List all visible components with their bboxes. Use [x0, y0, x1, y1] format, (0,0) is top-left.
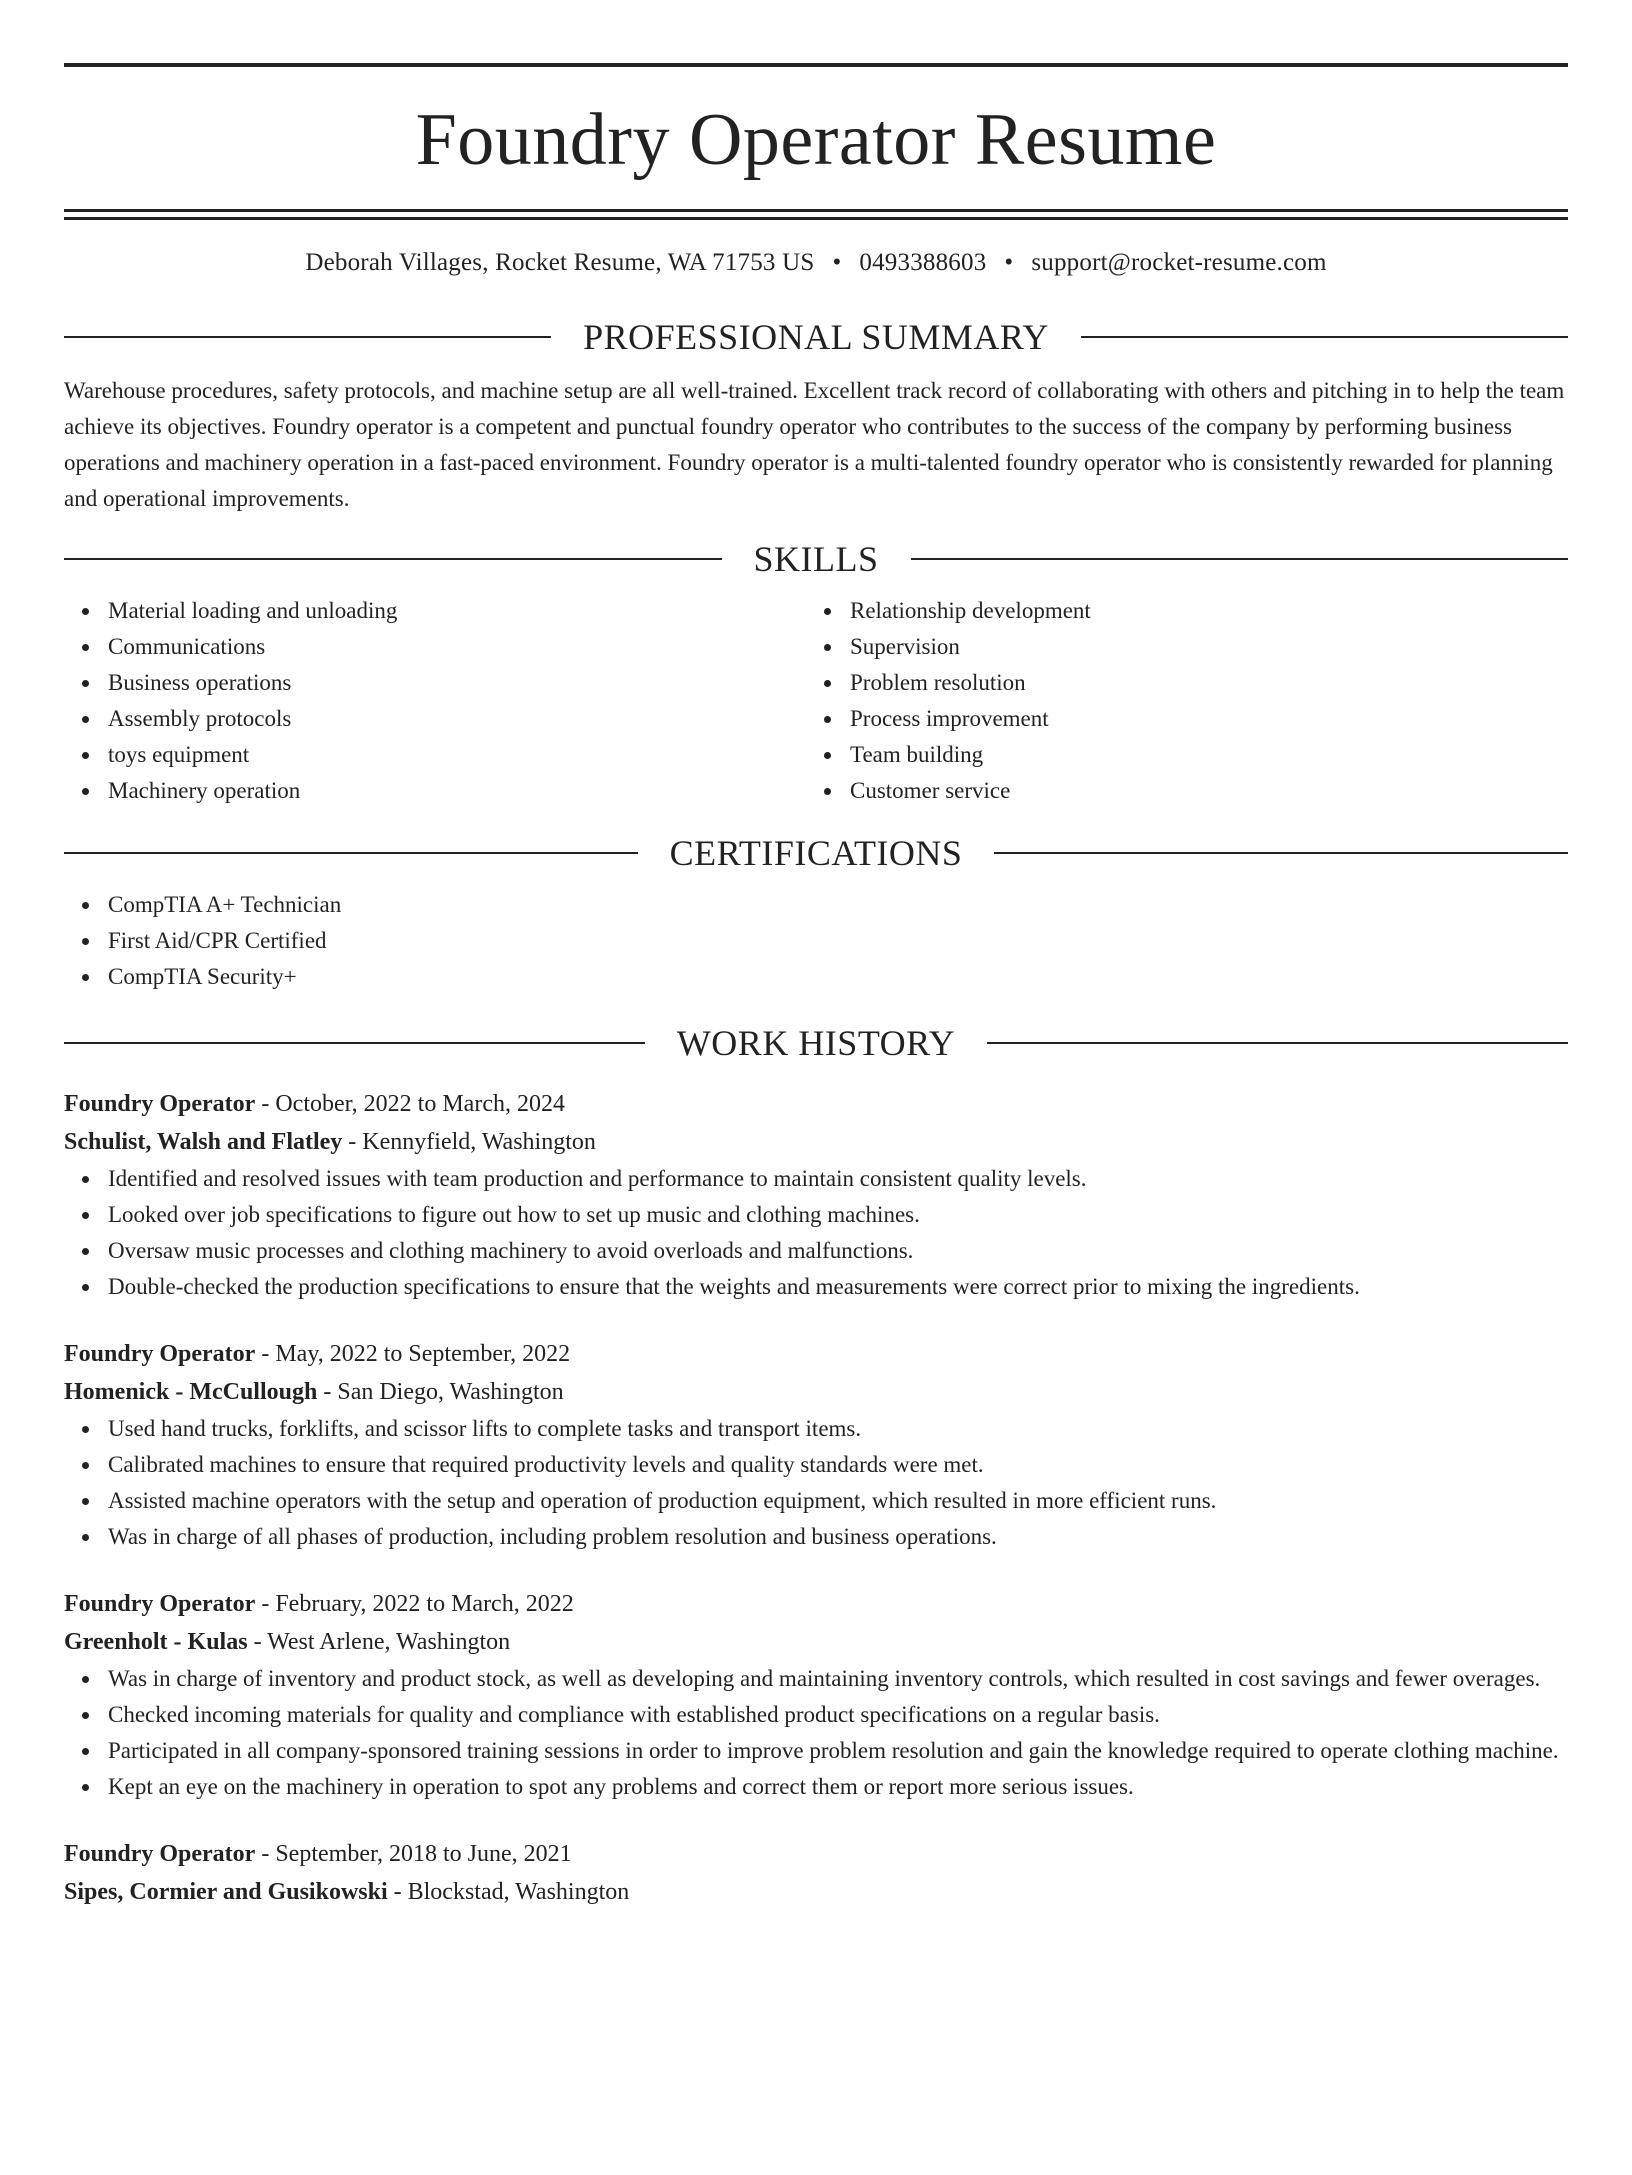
job-company: Schulist, Walsh and Flatley	[64, 1129, 343, 1155]
job-bullet: Participated in all company-sponsored training sessions in order to improve problem resolution and gain the knowledge required to operate clothing machine.	[108, 1733, 1568, 1769]
job-company-line: Greenholt - Kulas - West Arlene, Washington	[64, 1629, 511, 1655]
skills-list-left	[64, 593, 806, 809]
section-rule	[64, 852, 638, 854]
job-dates: October, 2022 to March, 2024	[275, 1091, 565, 1117]
certifications-section-header	[64, 835, 1568, 871]
summary-section-header	[64, 319, 1568, 355]
skill-item: Material loading and unloading	[108, 593, 806, 629]
contact-email: support@rocket-resume.com	[1031, 249, 1327, 276]
job-company-line: Sipes, Cormier and Gusikowski - Blockstad, Washington	[64, 1879, 630, 1905]
contact-address: Deborah Villages, Rocket Resume, WA 71753 US	[305, 249, 815, 276]
work-heading: WORK HISTORY	[676, 1023, 956, 1063]
work-history-list	[64, 1085, 1568, 1911]
job-bullet: Double-checked the production specifications to ensure that the weights and measurements were correct prior to mixing the ingredients.	[108, 1269, 1568, 1305]
job-bullet: Assisted machine operators with the setup and operation of production equipment, which resulted in more efficient runs.	[108, 1483, 1568, 1519]
skill-item: Communications	[108, 629, 806, 665]
job-title-line: Foundry Operator - February, 2022 to March, 2022	[64, 1591, 574, 1617]
job-entry	[64, 1085, 1568, 1305]
certification-item: CompTIA Security+	[108, 959, 1568, 995]
skill-item: Process improvement	[850, 701, 1568, 737]
certification-item: CompTIA A+ Technician	[108, 887, 1568, 923]
skill-item: Relationship development	[850, 593, 1568, 629]
section-rule	[64, 336, 551, 338]
job-bullet: Was in charge of inventory and product stock, as well as developing and maintaining inventory controls, which resulted in cost savings and fewer overages.	[108, 1661, 1568, 1697]
job-company: Homenick - McCullough	[64, 1379, 318, 1405]
skill-item: Assembly protocols	[108, 701, 806, 737]
job-title-line: Foundry Operator - September, 2018 to June, 2021	[64, 1841, 572, 1867]
job-bullet: Looked over job specifications to figure out how to set up music and clothing machines.	[108, 1197, 1568, 1233]
skills-heading: SKILLS	[753, 539, 879, 579]
title-double-rule	[64, 209, 1568, 220]
job-bullet: Oversaw music processes and clothing machinery to avoid overloads and malfunctions.	[108, 1233, 1568, 1269]
job-location: Kennyfield, Washington	[362, 1129, 596, 1155]
top-rule	[64, 63, 1568, 67]
summary-heading: PROFESSIONAL SUMMARY	[583, 317, 1049, 357]
job-company-line: Schulist, Walsh and Flatley - Kennyfield, Washington	[64, 1129, 596, 1155]
job-bullets	[64, 1161, 1568, 1305]
job-entry	[64, 1335, 1568, 1555]
certifications-heading: CERTIFICATIONS	[669, 833, 963, 873]
job-company: Greenholt - Kulas	[64, 1629, 248, 1655]
skill-item: toys equipment	[108, 737, 806, 773]
job-location: West Arlene, Washington	[267, 1629, 511, 1655]
skill-item: Machinery operation	[108, 773, 806, 809]
certification-item: First Aid/CPR Certified	[108, 923, 1568, 959]
skills-section-header	[64, 541, 1568, 577]
contact-separator: •	[832, 249, 842, 276]
job-bullets	[64, 1661, 1568, 1805]
job-bullet: Calibrated machines to ensure that required productivity levels and quality standards were met.	[108, 1447, 1568, 1483]
section-rule	[64, 1042, 645, 1044]
section-rule	[994, 852, 1568, 854]
job-title: Foundry Operator	[64, 1841, 256, 1867]
job-title-line: Foundry Operator - October, 2022 to March, 2024	[64, 1091, 565, 1117]
job-dates: February, 2022 to March, 2022	[275, 1591, 574, 1617]
job-company: Sipes, Cormier and Gusikowski	[64, 1879, 388, 1905]
job-bullet: Was in charge of all phases of production, including problem resolution and business operations.	[108, 1519, 1568, 1555]
job-entry	[64, 1585, 1568, 1805]
certifications-list	[64, 887, 1568, 995]
section-rule	[1081, 336, 1568, 338]
job-title: Foundry Operator	[64, 1091, 256, 1117]
section-rule	[911, 558, 1569, 560]
job-bullet: Used hand trucks, forklifts, and scissor lifts to complete tasks and transport items.	[108, 1411, 1568, 1447]
job-title: Foundry Operator	[64, 1591, 256, 1617]
job-bullets	[64, 1411, 1568, 1555]
job-title: Foundry Operator	[64, 1341, 256, 1367]
skill-item: Supervision	[850, 629, 1568, 665]
job-dates: September, 2018 to June, 2021	[275, 1841, 572, 1867]
resume-page	[0, 63, 1632, 2175]
job-bullet: Identified and resolved issues with team production and performance to maintain consistent quality levels.	[108, 1161, 1568, 1197]
contact-line	[64, 250, 1568, 275]
skill-item: Business operations	[108, 665, 806, 701]
job-title-line: Foundry Operator - May, 2022 to September, 2022	[64, 1341, 571, 1367]
job-location: Blockstad, Washington	[407, 1879, 630, 1905]
section-rule	[987, 1042, 1568, 1044]
work-section-header	[64, 1025, 1568, 1061]
summary-text: Warehouse procedures, safety protocols, and machine setup are all well-trained. Excellent track record of collaborating with others and pitching in to help the team achieve its objectives. Foundry operator is a competent and punctual foundry operator who contributes to the success of the company by performing business operations and machinery operation in a fast-paced environment. Foundry operator is a multi-talented foundry operator who is consistently rewarded for planning and operational improvements.	[64, 378, 1565, 511]
job-company-line: Homenick - McCullough - San Diego, Washington	[64, 1379, 564, 1405]
job-entry	[64, 1835, 1568, 1911]
section-rule	[64, 558, 722, 560]
skill-item: Customer service	[850, 773, 1568, 809]
contact-separator: •	[1004, 249, 1014, 276]
skill-item: Team building	[850, 737, 1568, 773]
skills-grid	[64, 593, 1568, 809]
skills-list-right	[806, 593, 1568, 809]
job-bullet: Checked incoming materials for quality and compliance with established product specifications on a regular basis.	[108, 1697, 1568, 1733]
contact-phone: 0493388603	[859, 249, 987, 276]
skill-item: Problem resolution	[850, 665, 1568, 701]
page-title: Foundry Operator Resume	[415, 99, 1217, 181]
job-dates: May, 2022 to September, 2022	[275, 1341, 571, 1367]
job-bullet: Kept an eye on the machinery in operation to spot any problems and correct them or report more serious issues.	[108, 1769, 1568, 1805]
job-location: San Diego, Washington	[337, 1379, 564, 1405]
